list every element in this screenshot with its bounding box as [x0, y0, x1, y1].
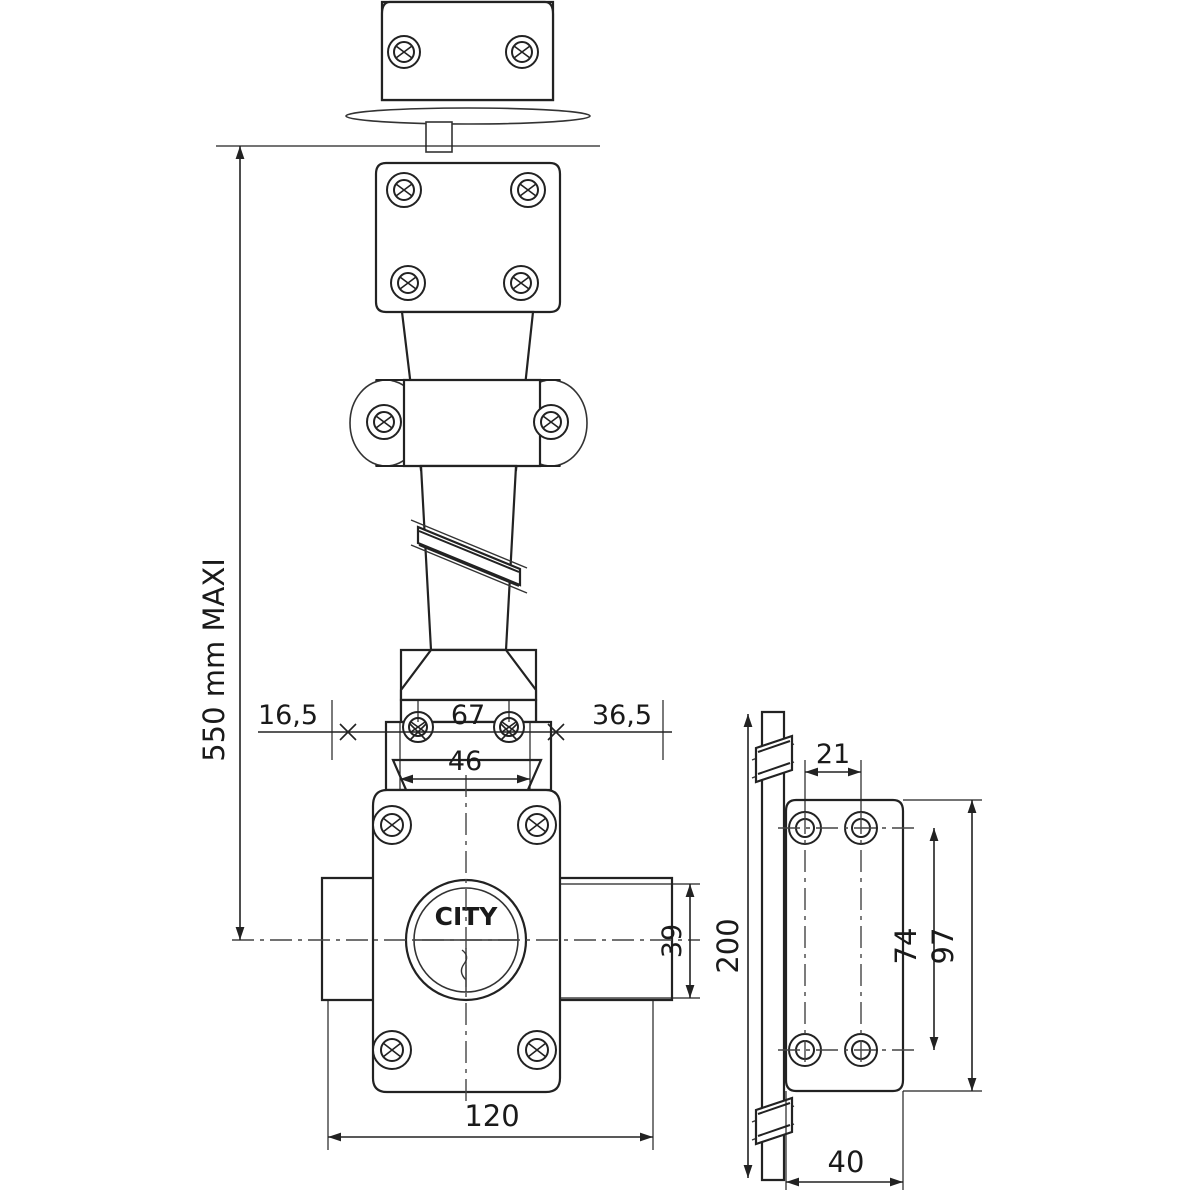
top-screw-spacing-label: 67 — [450, 700, 486, 731]
lock-body — [232, 775, 700, 1105]
screw-head — [373, 1031, 411, 1069]
screw-head — [534, 405, 568, 439]
screw-head — [506, 36, 538, 68]
right-offset-label: 36,5 — [591, 700, 653, 731]
screw-head — [391, 266, 425, 300]
screw-head — [367, 405, 401, 439]
screw-head — [387, 173, 421, 207]
dimension-side-depth — [786, 1091, 903, 1190]
side-total-height-label: 200 — [711, 918, 745, 974]
front-view-group — [197, 2, 700, 1150]
cylinder-brand: CITY — [434, 902, 498, 931]
middle-clamp — [350, 380, 587, 466]
body-width-label: 120 — [464, 1099, 520, 1133]
side-view-group — [711, 712, 982, 1190]
left-offset-label: 16,5 — [257, 700, 319, 731]
top-bracket — [346, 2, 590, 152]
screw-head — [373, 806, 411, 844]
screw-head — [518, 1031, 556, 1069]
extension-rod — [411, 466, 527, 650]
side-plate-width-label: 21 — [815, 739, 851, 770]
side-hole-spacing-label: 74 — [889, 927, 923, 965]
side-plate-height-label: 97 — [926, 927, 960, 965]
upper-mount-plate — [376, 163, 560, 312]
dimension-side-total-height — [711, 714, 748, 1178]
screw-head — [504, 266, 538, 300]
side-depth-label: 40 — [827, 1145, 865, 1179]
screw-head — [511, 173, 545, 207]
height-max-label: 550 mm MAXI — [197, 558, 231, 762]
screw-head — [518, 806, 556, 844]
inner-width-label: 46 — [447, 746, 483, 777]
screw-head — [388, 36, 420, 68]
keyhole-offset-label: 39 — [657, 923, 688, 959]
